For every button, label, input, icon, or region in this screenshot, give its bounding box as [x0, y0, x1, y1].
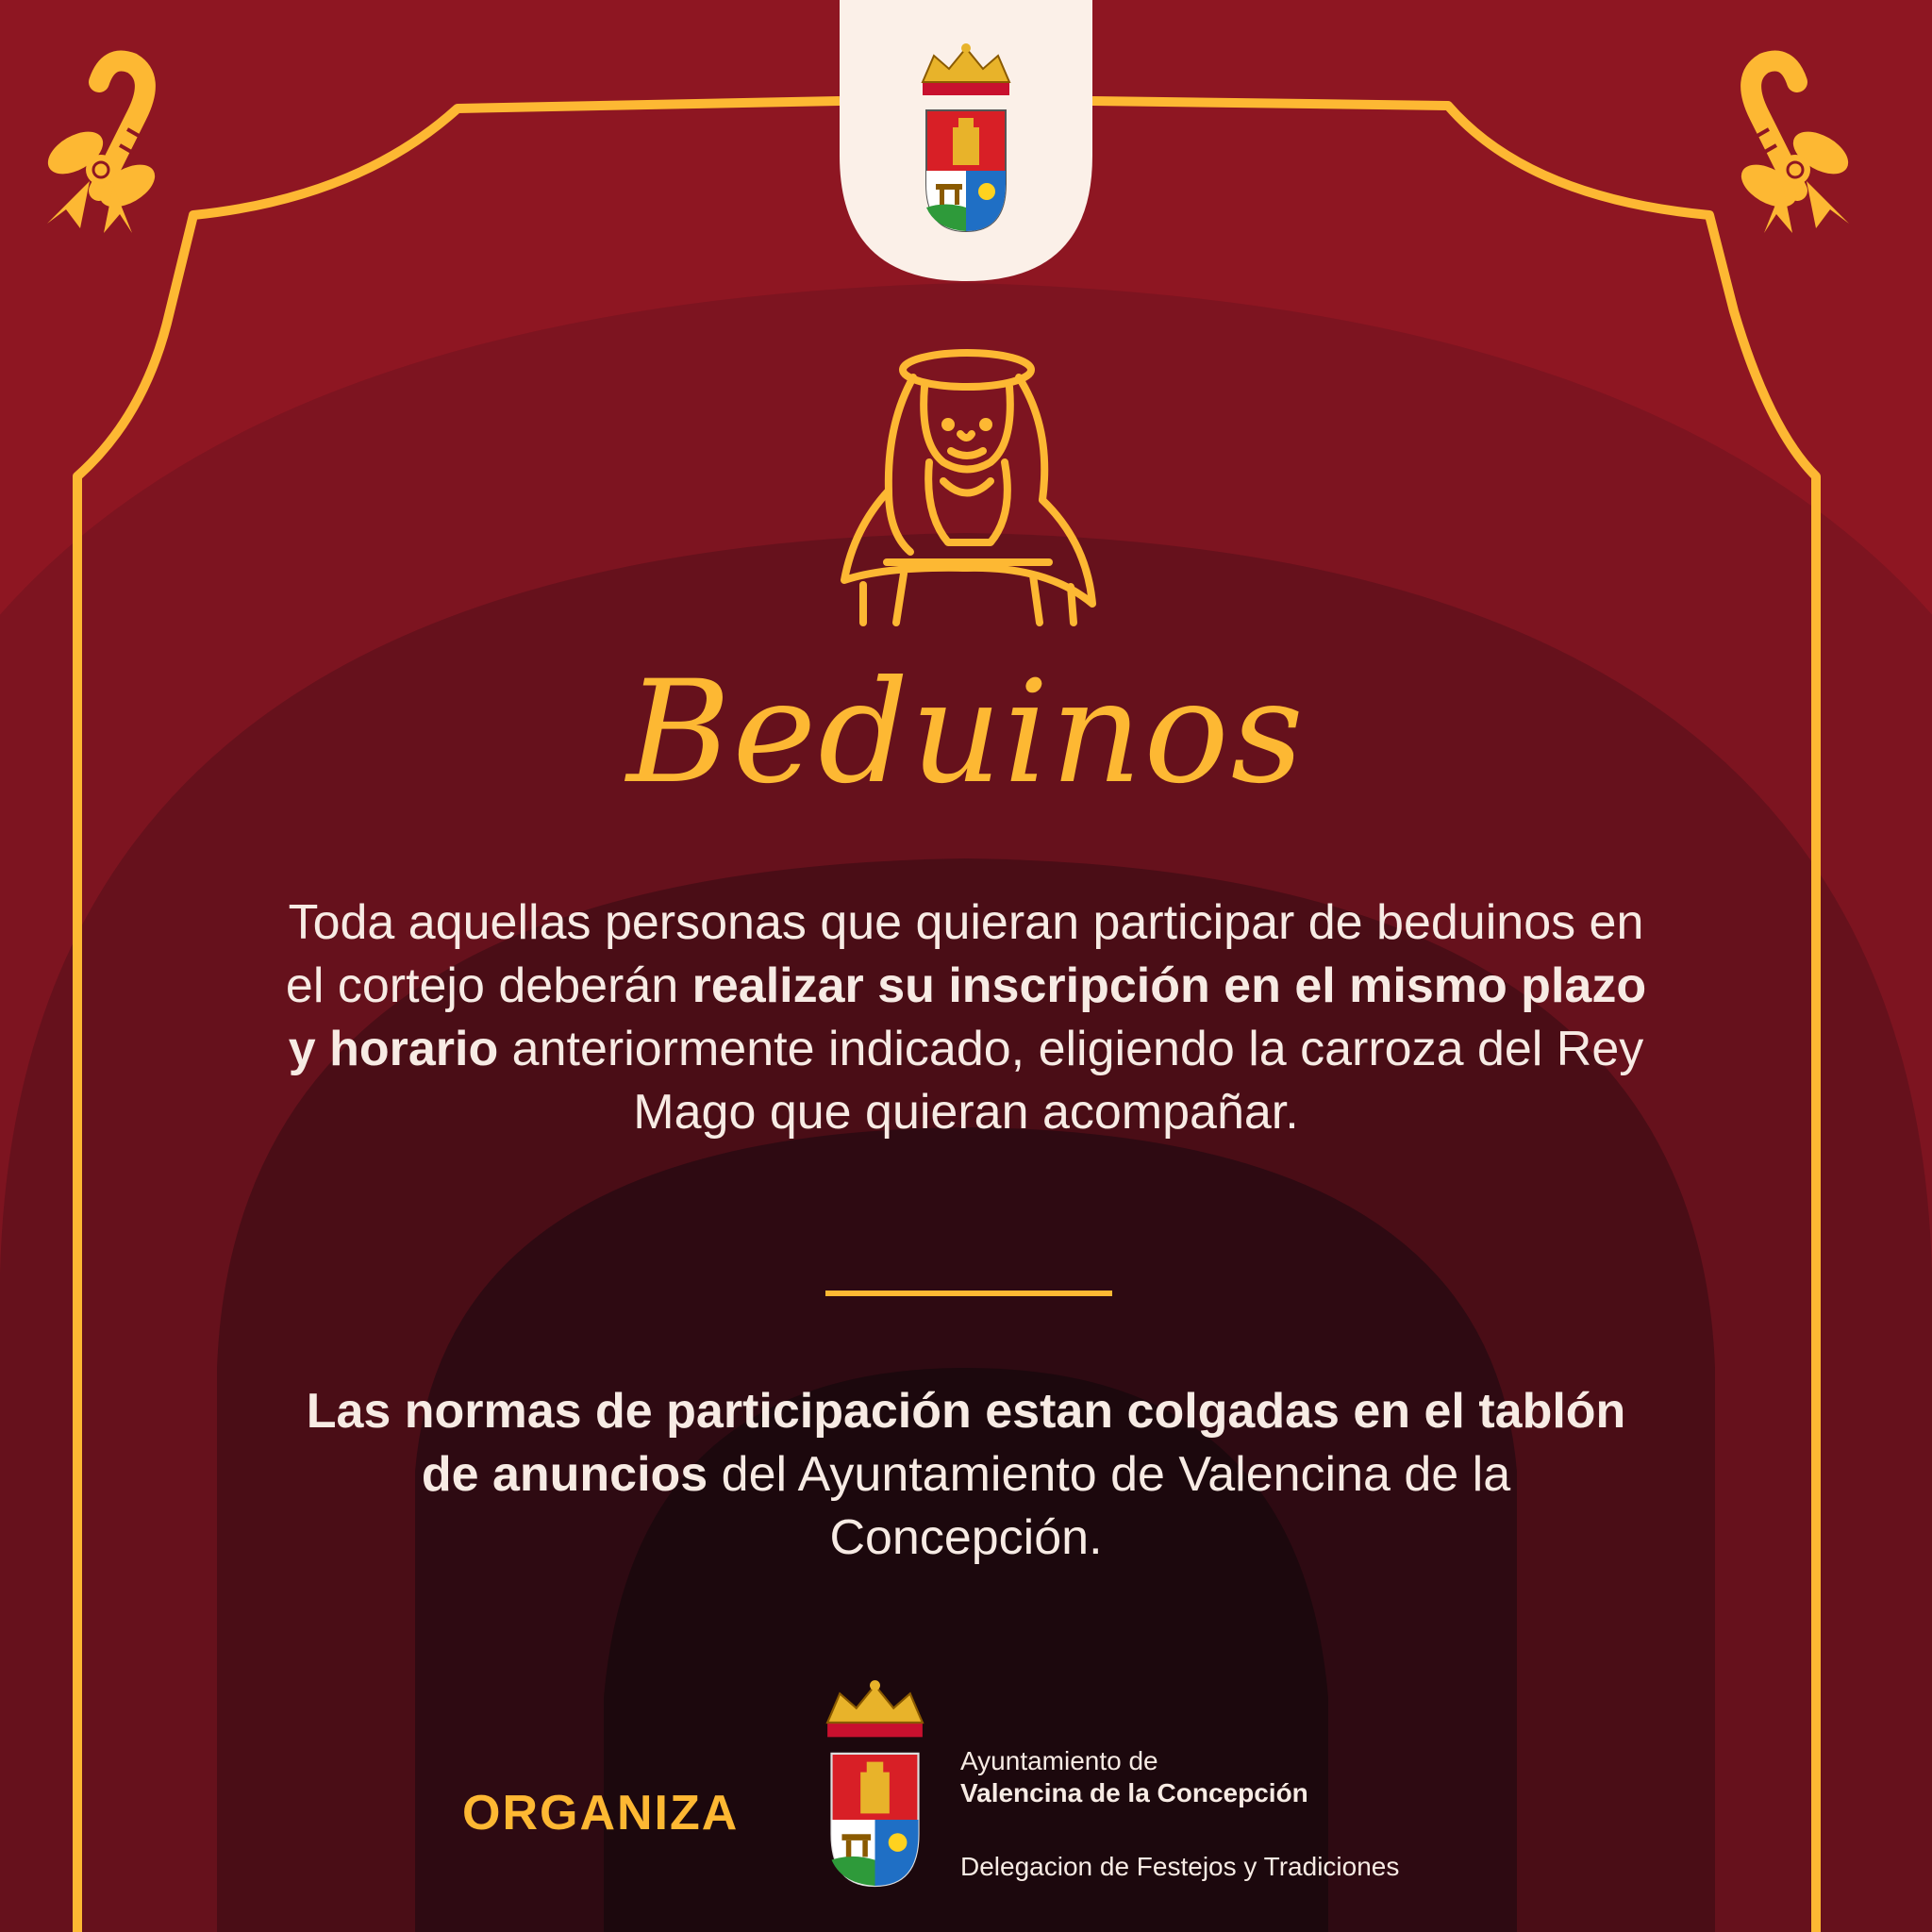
intro-bold-text: realizar su inscripción en el mismo plazo y horario [288, 958, 1647, 1076]
divider-line [825, 1291, 1112, 1296]
footer-coat-of-arms-icon [811, 1679, 939, 1896]
rules-paragraph [283, 1380, 1649, 1570]
coat-of-arms-icon [923, 43, 1009, 231]
organizer-line1: Ayuntamiento de [960, 1746, 1158, 1775]
rules-text: del Ayuntamiento de Valencina de la Concepción. [708, 1447, 1511, 1565]
intro-text-1: Toda aquellas personas que quieran participar de beduinos en el cortejo deberán [285, 895, 1644, 1013]
intro-text-2: anteriormente indicado, eligiendo la carroza del Rey Mago que quieran acompañar. [498, 1022, 1644, 1140]
candy-cane-left-icon [33, 49, 184, 238]
organizer-line2: Valencina de la Concepción [960, 1778, 1308, 1807]
candy-cane-right-icon [1712, 49, 1863, 238]
bedouin-figure-icon [830, 340, 1104, 641]
organizer-info [960, 1745, 1399, 1883]
intro-paragraph [283, 891, 1649, 1144]
organiza-label: ORGANIZA [462, 1786, 740, 1840]
top-badge [840, 0, 1092, 283]
organizer-line3: Delegacion de Festejos y Tradiciones [960, 1852, 1400, 1881]
page-title: Beduinos [626, 651, 1306, 815]
rules-bold-text: Las normas de participación estan colgadas en el tablón de anuncios [306, 1384, 1626, 1502]
